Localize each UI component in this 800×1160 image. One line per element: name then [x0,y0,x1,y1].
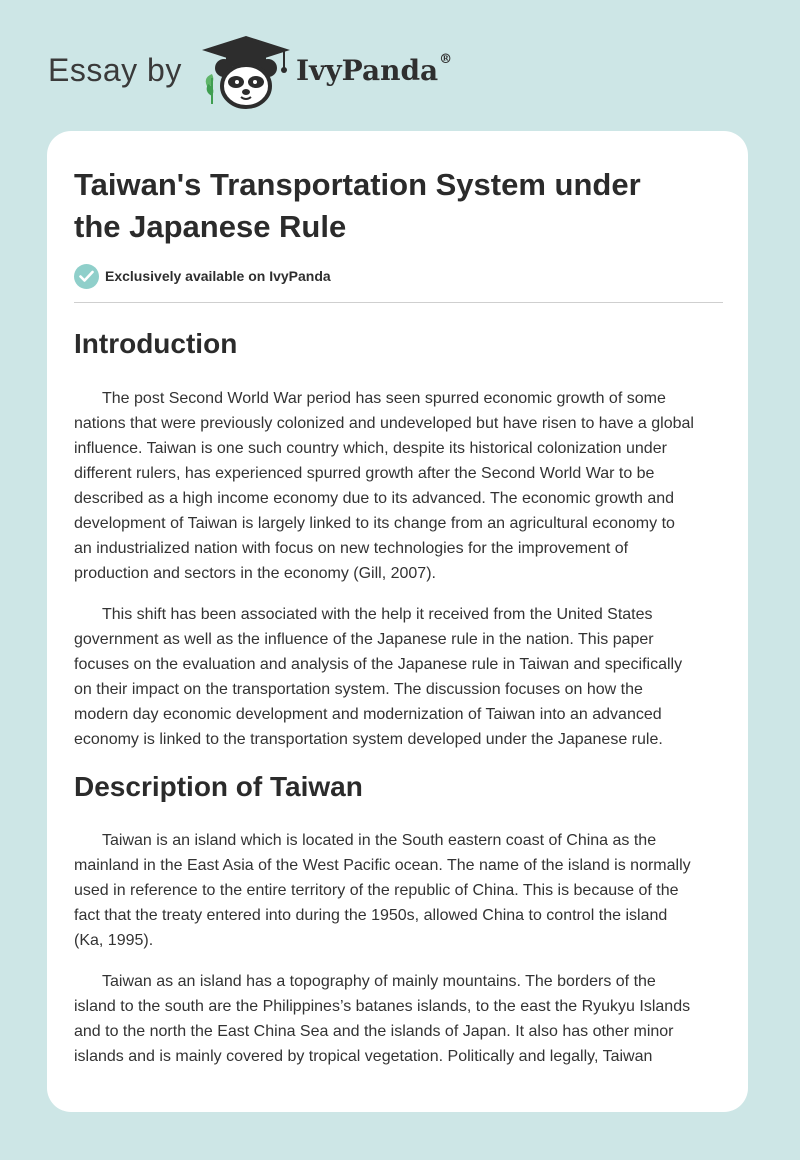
paragraph-line: island to the south are the Philippines’s batanes islands, to the east the Ryukyu Islands [74,998,691,1015]
checkmark-icon [74,264,99,289]
paragraph-line: Taiwan as an island has a topography of mainly mountains. The borders of the [102,973,656,990]
paragraph-line: development of Taiwan is largely linked to its change from an agricultural economy to [74,515,675,532]
paragraph-line: mainland in the East Asia of the West Pacific ocean. The name of the island is normally [74,857,691,874]
paragraph-line: This shift has been associated with the help it received from the United States [102,606,653,623]
paragraph-line: nations that were previously colonized and undeveloped but have risen to have a global [74,415,694,432]
paragraph-line: an industrialized nation with focus on new technologies for the improvement of [74,540,629,557]
paragraph [74,969,723,1069]
exclusive-badge-label: Exclusively available on IvyPanda [105,268,331,284]
paragraph-line: fact that the treaty entered into during the 1950s, allowed China to control the island [74,907,668,924]
paragraph-line: islands and is mainly covered by tropical vegetation. Politically and legally, Taiwan [74,1048,653,1065]
paragraph-line: Taiwan is an island which is located in the South eastern coast of China as the [102,832,657,849]
paragraph-line: government as well as the influence of the Japanese rule in the nation. This paper [74,631,654,648]
paragraph-line: The post Second World War period has seen spurred economic growth of some [102,390,666,407]
brand-name[interactable]: IvyPanda® [296,52,453,87]
paragraph-line: focuses on the evaluation and analysis of the Japanese rule in Taiwan and specifically [74,656,683,673]
article-title [74,164,723,248]
section-heading-description: Description of Taiwan [74,771,363,802]
paragraph [74,828,723,953]
site-header [48,34,548,110]
paragraph-line: modern day economic development and modernization of Taiwan into an advanced [74,706,662,723]
essay-by-label: Essay by [48,52,182,88]
panda-logo-icon[interactable] [200,34,292,110]
title-line: the Japanese Rule [74,209,347,244]
section-heading-introduction: Introduction [74,328,238,359]
title-divider [74,302,723,303]
paragraph-line: economy is linked to the transportation system developed under the Japanese rule. [74,731,663,748]
paragraph [74,386,723,586]
paragraph-line: and to the north the East China Sea and the islands of Japan. It also has other minor [74,1023,674,1040]
paragraph-line: production and sectors in the economy (Gill, 2007). [74,565,436,582]
paragraph-line: used in reference to the entire territory of the republic of China. This is because of the [74,882,679,899]
paragraph-line: influence. Taiwan is one such country which, despite its historical colonization under [74,440,667,457]
paragraph-line: (Ka, 1995). [74,932,154,949]
exclusive-badge [74,263,331,289]
paragraph-line: on their impact on the transportation system. The discussion focuses on how the [74,681,643,698]
paragraph-line: described as a high income economy due to its advanced. The economic growth and [74,490,675,507]
paragraph [74,602,723,752]
title-line: Taiwan's Transportation System under [74,167,641,202]
registered-mark: ® [439,52,453,67]
article-card [47,131,748,1112]
paragraph-line: different rulers, has experienced spurred growth after the Second World War to be [74,465,655,482]
